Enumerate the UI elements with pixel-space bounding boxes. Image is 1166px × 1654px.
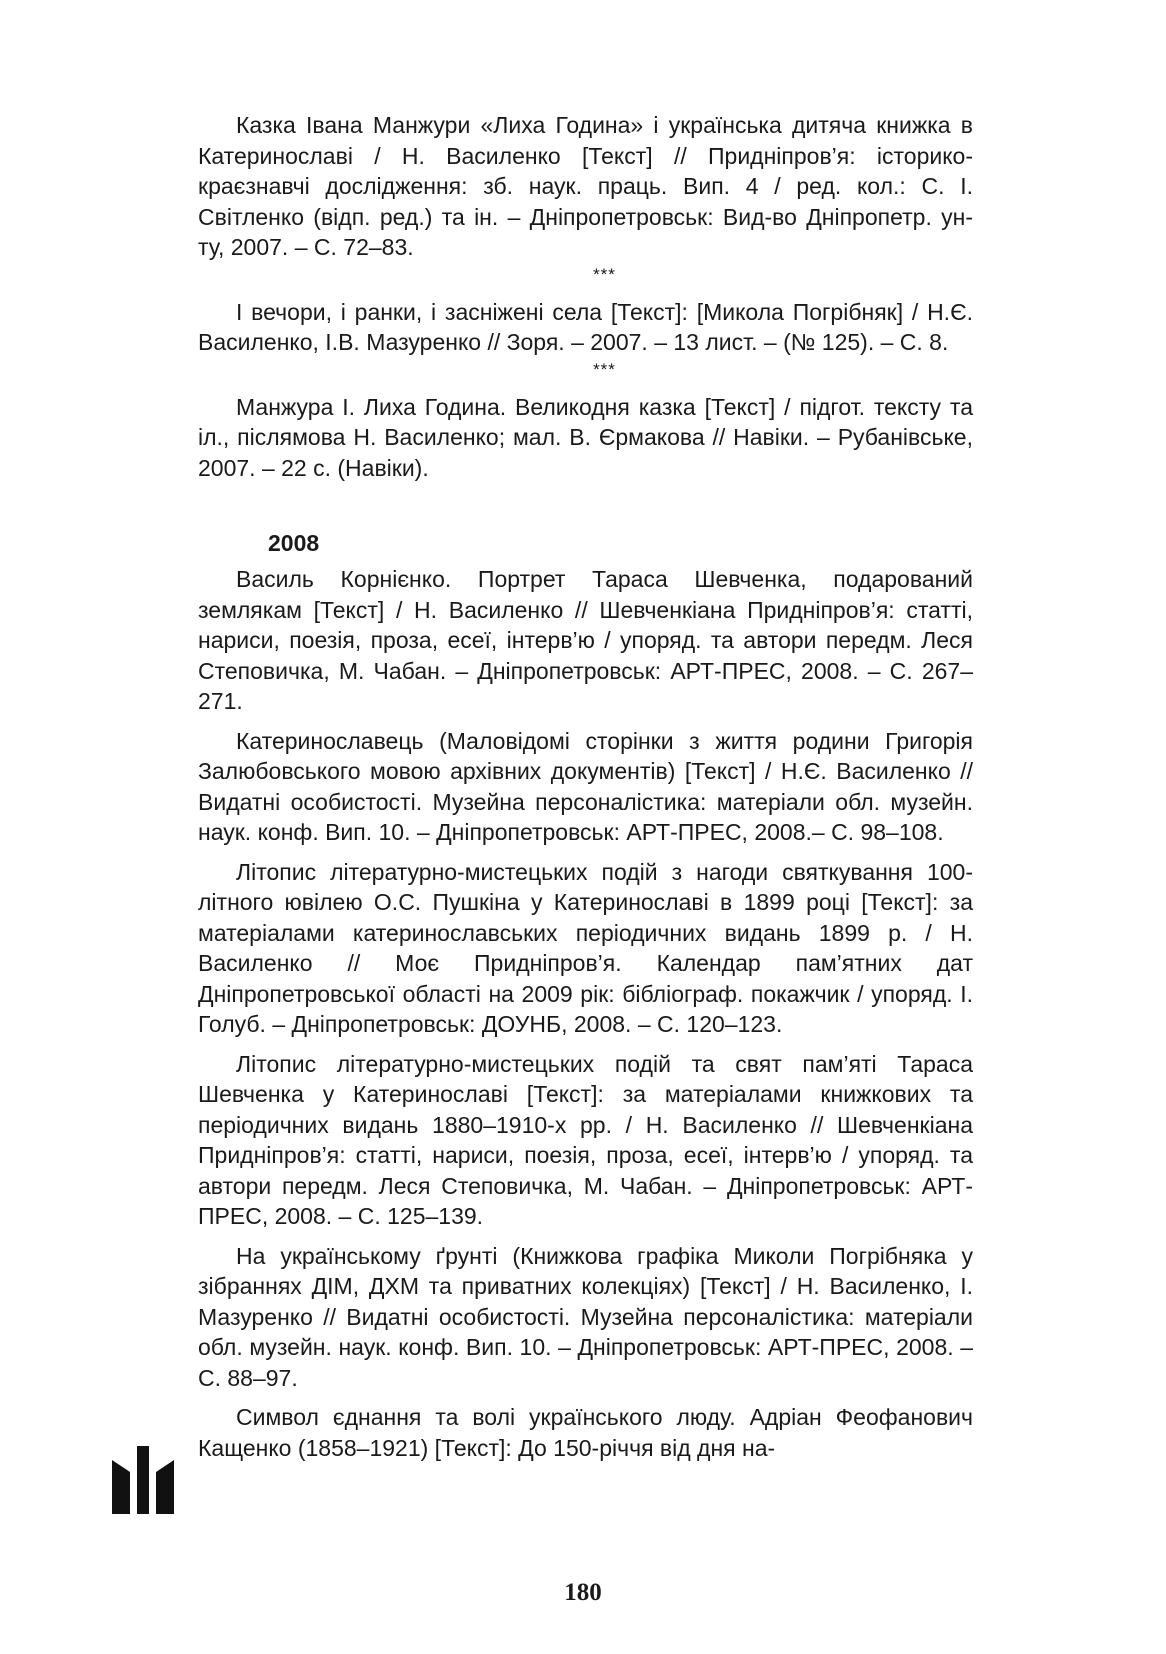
- bibliography-entry: На українському ґрунті (Книжкова графіка Миколи Погрібняка у зібраннях ДІМ, ДХМ та приватних колекціях) [Текст] / Н. Василенко, І. Мазуренко // Видатні особистості. Музейна персоналістика: матеріали обл. музейн. наук. конф. Вип. 10. – Дніпропетровськ: АРТ-ПРЕС, 2008. – С. 88–97.: [198, 1242, 973, 1391]
- bibliography-list: [198, 110, 973, 1463]
- bibliography-entry: Літопис літературно-мистецьких подій та свят пам’яті Тараса Шевченка у Катеринославі [Текст]: за матеріалами книжкових та періодичних видань 1880–1910-х рр. / Н. Василенко // Шевченкіана Придніпров’я: статті, нариси, поезія, проза, есеї, інтерв’ю / упоряд. та автори передм. Леся Степовичка, М. Чабан. – Дніпропетровськ: АРТ-ПРЕС, 2008. – С. 125–139.: [198, 1050, 973, 1229]
- bibliography-entry: Казка Івана Манжури «Лиха Година» і українська дитяча книжка в Катеринославі / Н. Василенко [Текст] // Придніпров’я: історико-краєзнавчі дослідження: зб. наук. праць. Вип. 4 / ред. кол.: С. І. Світленко (відп. ред.) та ін. – Дніпропетровськ: Вид-во Дніпропетр. ун-ту, 2007. – С. 72–83.: [198, 112, 973, 260]
- page-number: 180: [564, 1579, 602, 1606]
- year-heading: 2008: [268, 530, 320, 556]
- bibliography-entry: І вечори, і ранки, і засніжені села [Текст]: [Микола Погрібняк] / Н.Є. Василенко, І.В. Мазуренко // Зоря. – 2007. – 13 лист. – (№ 125). – С. 8.: [198, 298, 973, 355]
- bibliography-entry: Манжура І. Лиха Година. Великодня казка [Текст] / підгот. тексту та іл., післямова Н. Василенко; мал. В. Єрмакова // Навіки. – Рубанівське, 2007. – 22 с. (Навіки).: [198, 393, 973, 481]
- bibliography-entry: Василь Корнієнко. Портрет Тараса Шевченка, подарований землякам [Текст] / Н. Василенко // Шевченкіана Придніпров’я: статті, нариси, поезія, проза, есеї, інтерв’ю / упоряд. та автори передм. Леся Степовичка, М. Чабан. – Дніпропетровськ: АРТ-ПРЕС, 2008. – С. 267–271.: [198, 566, 973, 714]
- publisher-logo-icon: [112, 1446, 174, 1514]
- separator: ***: [593, 264, 616, 284]
- bibliography-entry: Літопис літературно-мистецьких подій з нагоди святкування 100-літного ювілею О.С. Пушкіна у Катеринославі в 1899 році [Текст]: за матеріалами катеринославських періодичних видань 1899 р. / Н. Василенко // Моє Придніпров’я. Календар пам’ятних дат Дніпропетровської області на 2009 рік: бібліограф. покажчик / упоряд. І. Голуб. – Дніпропетровськ: ДОУНБ, 2008. – С. 120–123.: [198, 858, 973, 1037]
- separator: ***: [593, 359, 616, 379]
- bibliography-entry: Катеринославець (Маловідомі сторінки з життя родини Григорія Залюбовського мовою архівних документів) [Текст] / Н.Є. Василенко // Видатні особистості. Музейна персоналістика: матеріали обл. музейн. наук. конф. Вип. 10. – Дніпропетровськ: АРТ-ПРЕС, 2008.– С. 98–108.: [198, 727, 973, 845]
- bibliography-entry: Символ єднання та волі українського люду. Адріан Феофанович Кащенко (1858–1921) [Текст]: До 150-річчя від дня на-: [198, 1404, 973, 1461]
